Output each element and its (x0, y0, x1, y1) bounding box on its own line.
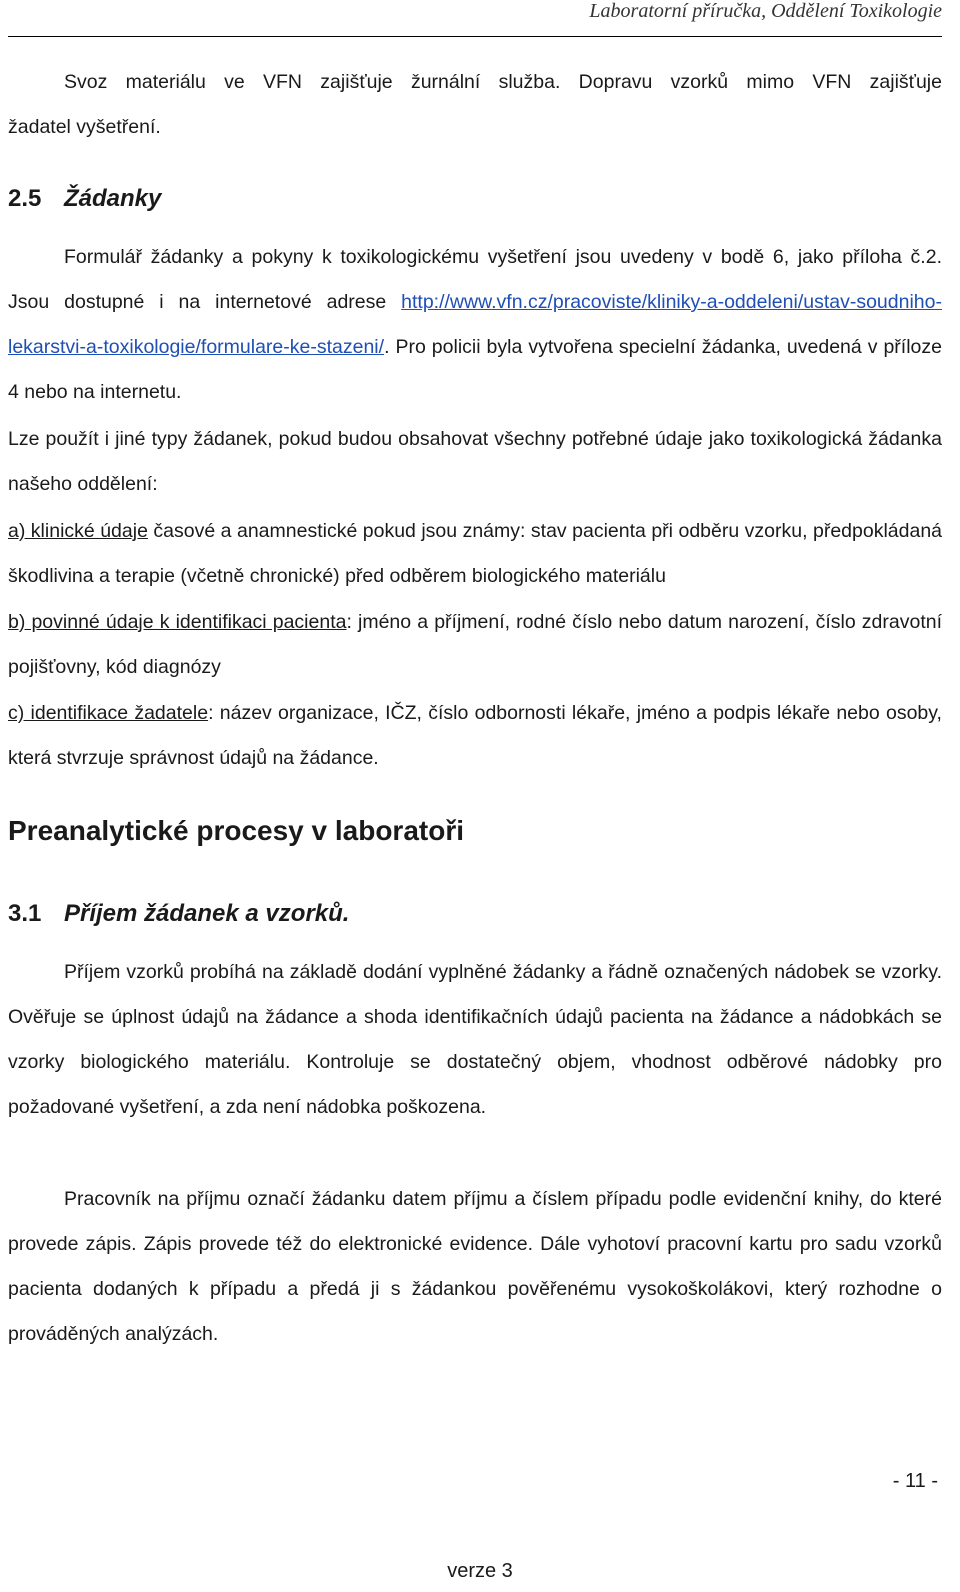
para-text-before-link: Formulář žádanky a pokyny k toxikologickému vyšetření jsou uvedeny v bodě 6, jako příloha č.2. Jsou dostupné i na internetové adrese (8, 246, 942, 313)
chapter-heading-3: Preanalytické procesy v laboratoři (8, 815, 464, 846)
list-item-text: : jméno a příjmení, rodné číslo nebo datum narození, číslo zdravotní pojišťovny, kód diagnózy (8, 611, 943, 678)
list-item (8, 509, 942, 599)
list-item-text: časové a anamnestické pokud jsou známy: stav pacienta při odběru vzorku, předpokládaná škodlivina a terapie (včetně chronické) před odběrem biologického materiálu (8, 520, 943, 587)
paragraph-zadanky-2: Lze použít i jiné typy žádanek, pokud budou obsahovat všechny potřebné údaje jako toxikologická žádanka našeho oddělení: (8, 428, 942, 495)
paragraph-zadanky-1 (8, 235, 942, 415)
page-number: - 11 - (892, 1470, 938, 1492)
section-heading-3-1 (8, 900, 349, 928)
intro-line-1 (8, 60, 942, 105)
section-number: 2.5 (8, 185, 42, 212)
forms-download-link[interactable]: http://www.vfn.cz/pracoviste/kliniky-a-oddeleni/ustav-soudniho-lekarstvi-a-toxikologie/formulare-ke-stazeni/ (8, 291, 942, 358)
paragraph-prijem-1 (8, 950, 942, 1130)
section-number: 3.1 (8, 900, 42, 927)
list-item-label: b) povinné údaje k identifikaci pacienta (8, 611, 347, 633)
list-item (8, 691, 942, 781)
list-item-label: c) identifikace žadatele (8, 702, 209, 724)
header-rule (8, 36, 942, 37)
intro-line-2: žadatel vyšetření. (8, 116, 161, 138)
para-text: Příjem vzorků probíhá na základě dodání vyplněné žádanky a řádně označených nádobek se vzorky. Ověřuje se úplnost údajů na žádance a shoda identifikačních údajů pacienta na žádance a nádobkách se vzorky biologického materiálu. Kontroluje se dostatečný objem, vhodnost odběrové nádobky pro požadované vyšetření, a zda není nádobka poškozena. (8, 961, 942, 1118)
list-item-text: : název organizace, IČZ, číslo odbornosti lékaře, jméno a podpis lékaře nebo osoby, která stvrzuje správnost údajů na žádance. (8, 702, 942, 769)
list-item-label: a) klinické údaje (8, 520, 148, 542)
para-text-after-link: . Pro policii byla vytvořena specielní žádanka, uvedená v příloze 4 nebo na internetu. (8, 336, 942, 403)
section-heading-2-5 (8, 185, 161, 213)
intro-text-1: Svoz materiálu ve VFN zajišťuje žurnální služba. Dopravu vzorků mimo VFN zajišťuje (64, 71, 942, 93)
list-item (8, 600, 942, 690)
paragraph-prijem-2 (8, 1177, 942, 1357)
section-title: Příjem žádanek a vzorků. (64, 900, 350, 927)
para-text: Pracovník na příjmu označí žádanku datem příjmu a číslem případu podle evidenční knihy, do které provede zápis. Zápis provede též do elektronické evidence. Dále vyhotoví pracovní kartu pro sadu vzorků pacienta dodaných k případu a předá ji s žádankou pověřenému vysokoškolákovi, který rozhodne o prováděných analýzách. (8, 1188, 942, 1345)
version-footer: verze 3 (447, 1560, 513, 1582)
section-title: Žádanky (64, 185, 162, 212)
running-header: Laboratorní příručka, Oddělení Toxikologie (589, 0, 942, 22)
